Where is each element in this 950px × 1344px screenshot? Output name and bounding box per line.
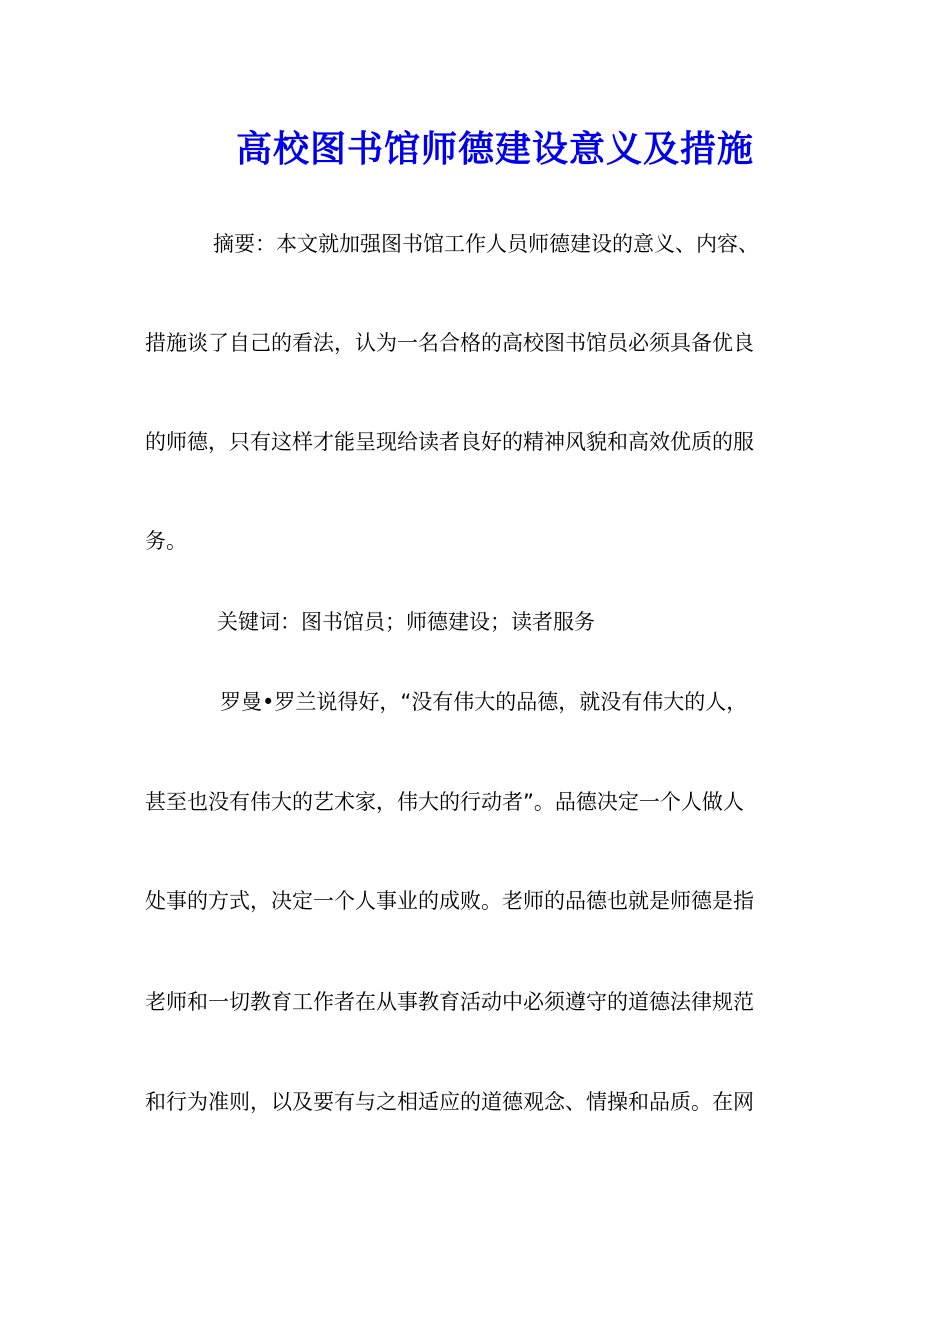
paragraph-line: 老师和一切教育工作者在从事教育活动中必须遵守的道德法律规范 — [145, 990, 754, 1014]
abstract-line: 摘要：本文就加强图书馆工作人员师德建设的意义、内容、 — [213, 232, 759, 256]
document-title: 高校图书馆师德建设意义及措施 — [235, 128, 754, 170]
paragraph-line: 和行为准则，以及要有与之相适应的道德观念、情操和品质。在网 — [145, 1090, 754, 1114]
paragraph-line: 处事的方式，决定一个人事业的成败。老师的品德也就是师德是指 — [145, 889, 754, 913]
abstract-line: 务。 — [145, 529, 187, 553]
paragraph-line: 甚至也没有伟大的艺术家，伟大的行动者”。品德决定一个人做人 — [145, 790, 744, 814]
keywords-line: 关键词：图书馆员；师德建设；读者服务 — [217, 610, 595, 634]
abstract-line: 的师德，只有这样才能呈现给读者良好的精神风貌和高效优质的服 — [145, 430, 754, 454]
abstract-line: 措施谈了自己的看法，认为一名合格的高校图书馆员必须具备优良 — [145, 331, 754, 355]
paragraph-line: 罗曼•罗兰说得好，“没有伟大的品德，就没有伟大的人， — [220, 690, 748, 714]
